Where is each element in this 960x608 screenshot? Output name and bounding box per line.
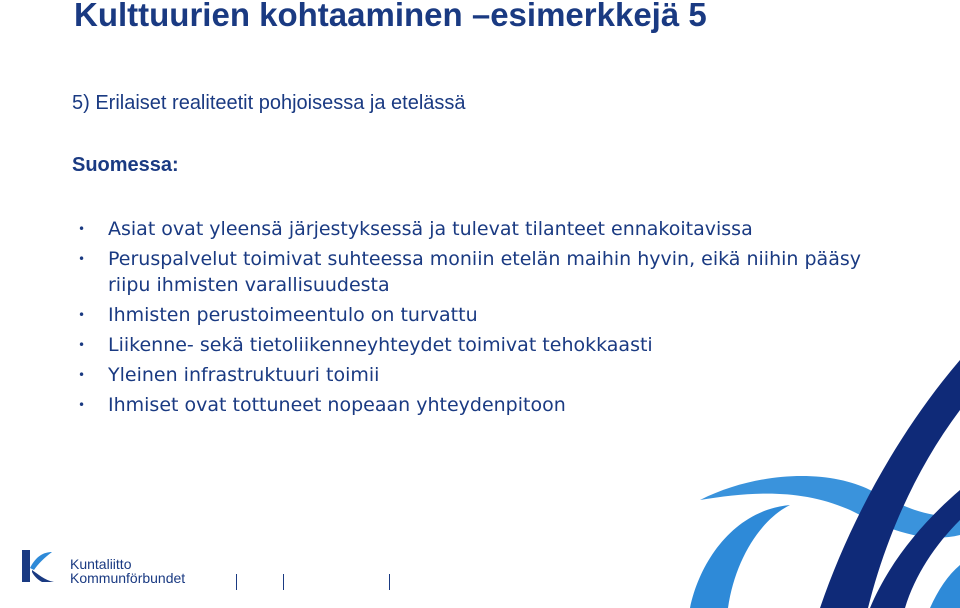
- bullet-item: • Ihmiset ovat tottuneet nopeaan yhteydenpitoon: [78, 390, 878, 420]
- bullet-dot-icon: •: [78, 368, 86, 382]
- bullet-dot-icon: •: [78, 222, 86, 236]
- section-heading: Suomessa:: [72, 154, 179, 176]
- bullet-item: • Yleinen infrastruktuuri toimii: [78, 360, 878, 390]
- logo-text-line2: Kommunförbundet: [70, 570, 186, 586]
- bullet-dot-icon: •: [78, 252, 86, 266]
- kuntaliitto-k-icon: [18, 546, 58, 586]
- footer-divider: [283, 574, 284, 590]
- footer-divider: [236, 574, 237, 590]
- kuntaliitto-logo: [18, 546, 188, 586]
- slide-subtitle: 5) Erilaiset realiteetit pohjoisessa ja etelässä: [72, 92, 466, 114]
- bullet-item: • Asiat ovat yleensä järjestyksessä ja tulevat tilanteet ennakoitavissa: [78, 214, 878, 244]
- bullet-dot-icon: •: [78, 308, 86, 322]
- bullet-dot-icon: •: [78, 338, 86, 352]
- bullet-list: [78, 214, 878, 420]
- bullet-item: • Peruspalvelut toimivat suhteessa moniin etelän maihin hyvin, eikä niihin pääsy riipu ihmisten varallisuudesta: [78, 244, 878, 300]
- bullet-item: • Liikenne- sekä tietoliikenneyhteydet toimivat tehokkaasti: [78, 330, 878, 360]
- bullet-item: • Ihmisten perustoimeentulo on turvattu: [78, 300, 878, 330]
- slide-title: Kulttuurien kohtaaminen –esimerkkejä 5: [74, 0, 707, 33]
- bullet-dot-icon: •: [78, 398, 86, 412]
- logo-text-line1: Kuntaliitto: [70, 556, 132, 572]
- footer-divider: [389, 574, 390, 590]
